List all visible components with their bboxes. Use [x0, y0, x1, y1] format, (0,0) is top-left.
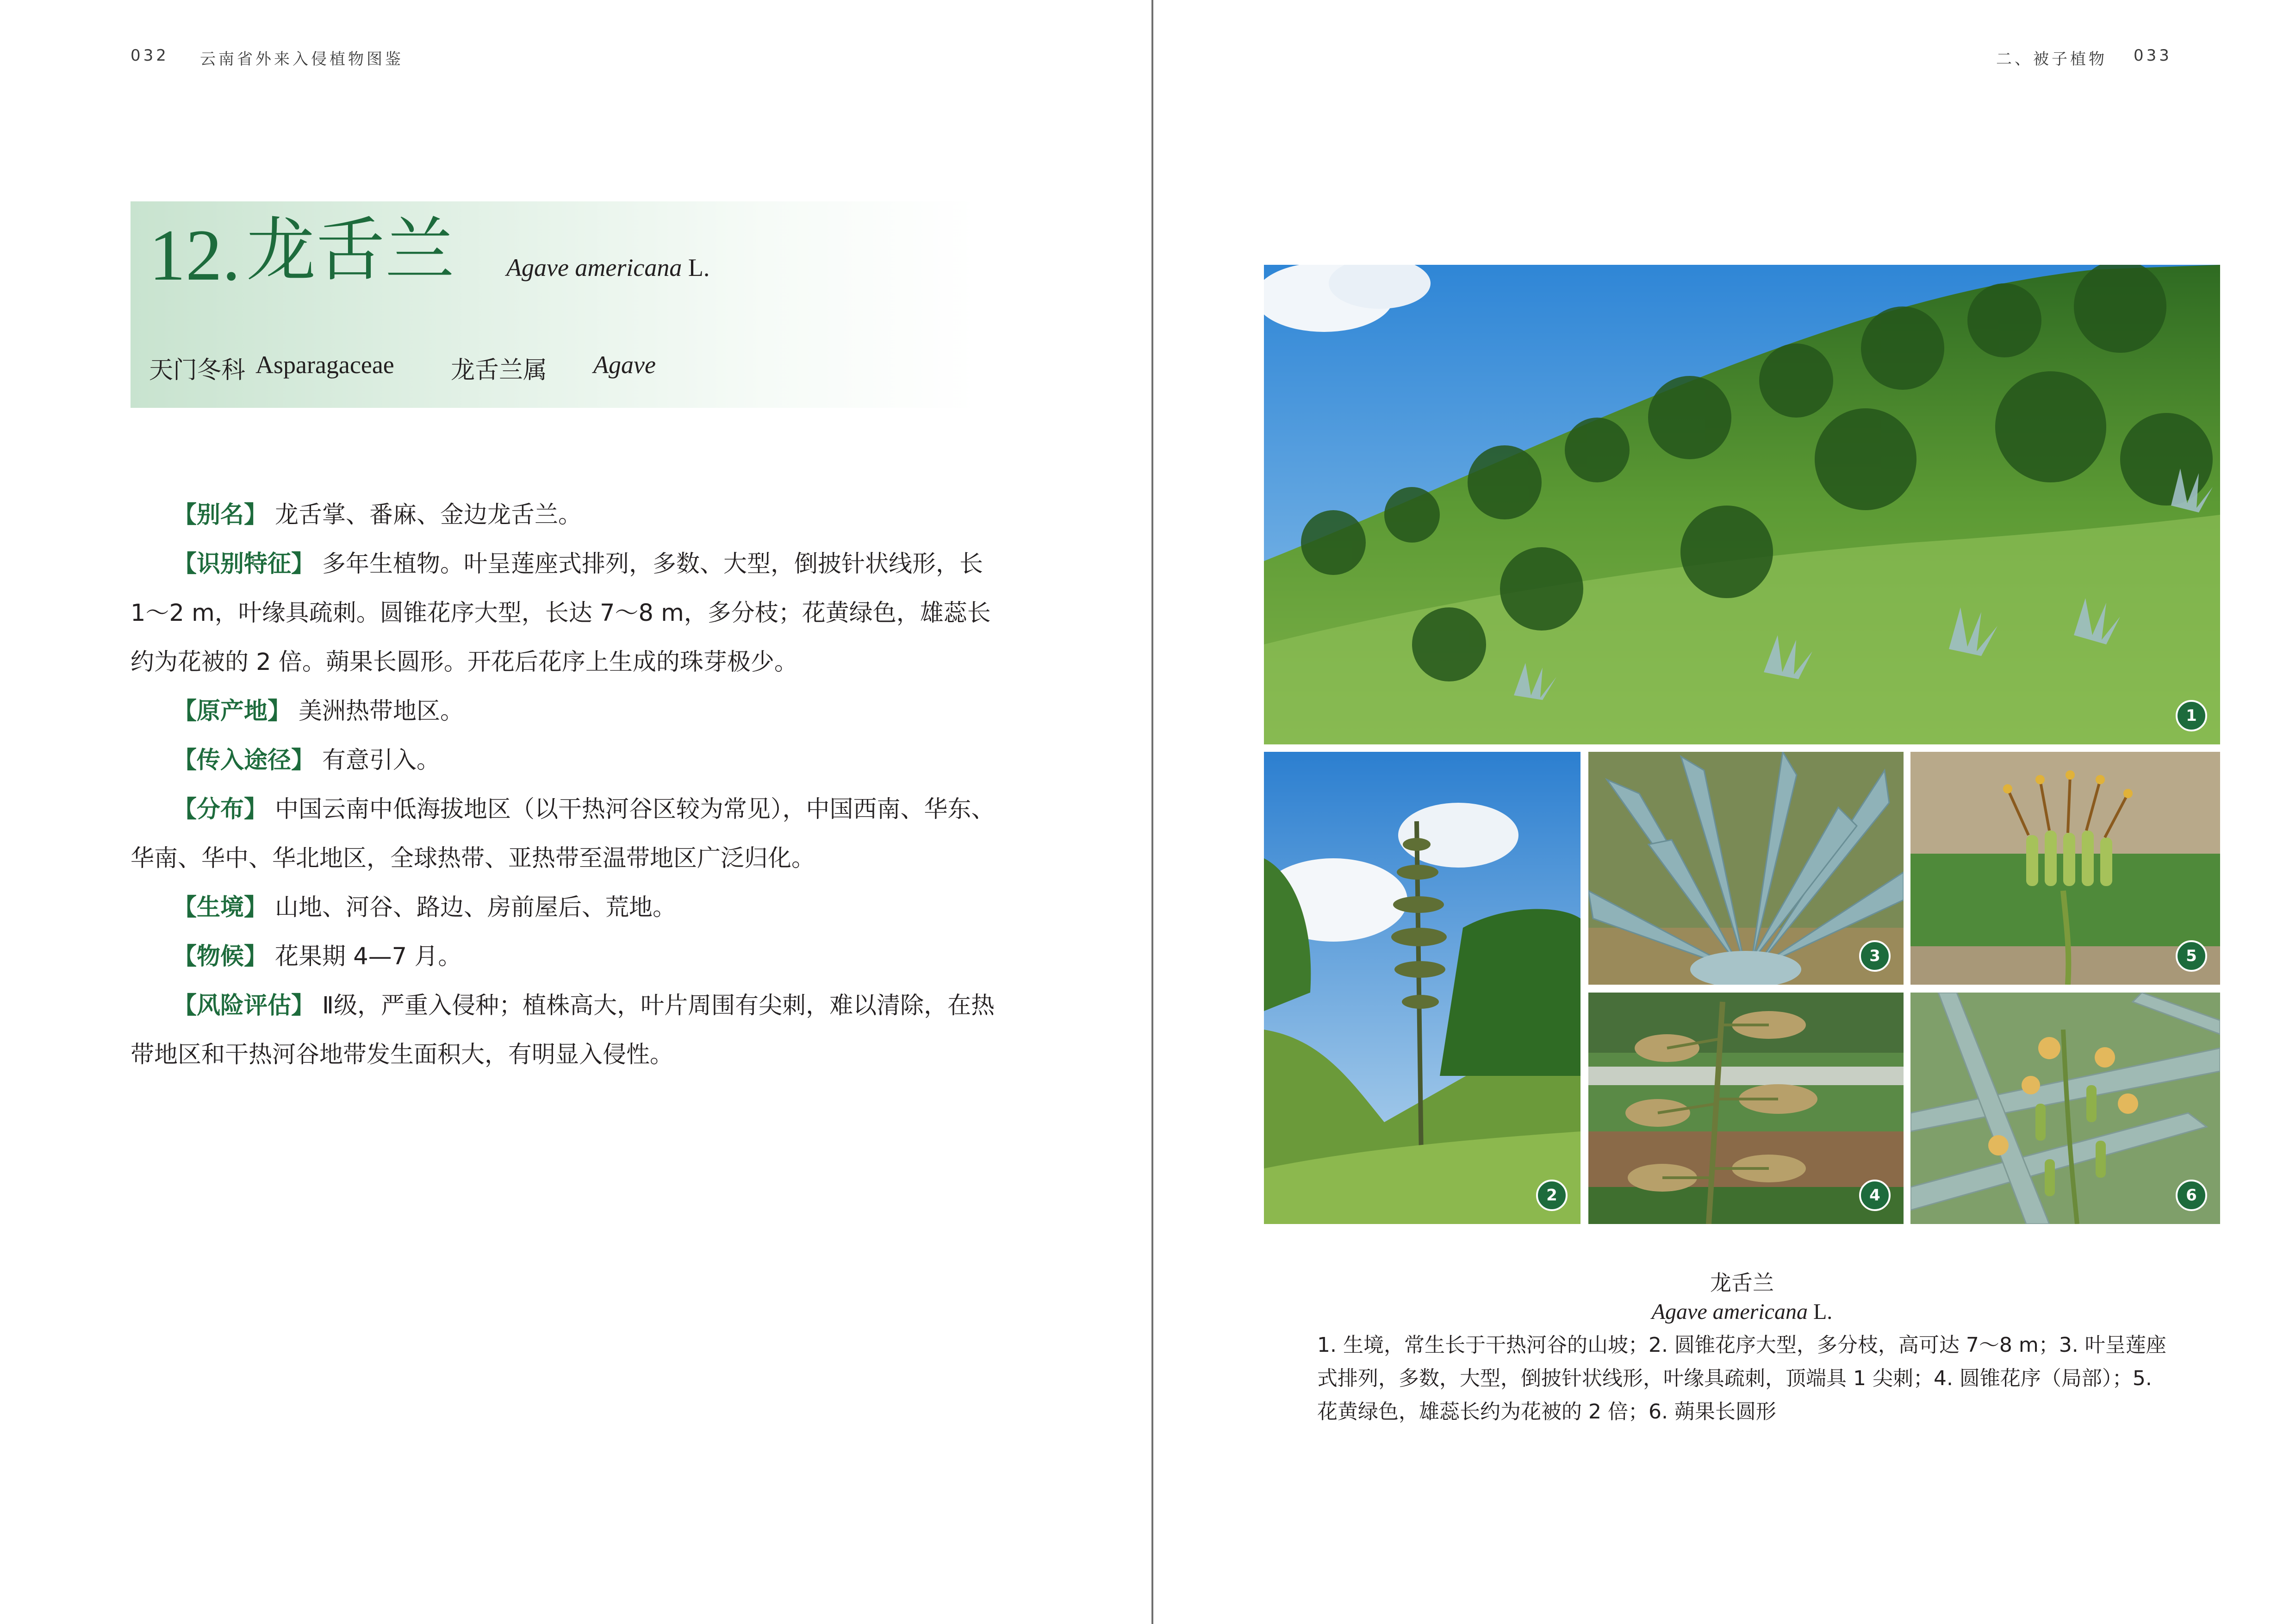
section-text: 中国云南中低海拔地区（以干热河谷区较为常见），中国西南、华东、华南、华中、华北地区，全球热带、亚热带至温带地区广泛归化。	[131, 796, 995, 872]
section-risk-assessment	[131, 981, 996, 1080]
section-label: 【生境】	[173, 894, 268, 921]
photo-flowers	[1910, 752, 2220, 985]
running-head-book-title: 云南省外来入侵植物图鉴	[200, 50, 404, 69]
section-text: Ⅱ级，严重入侵种；植株高大，叶片周围有尖刺，难以清除，在热带地区和干热河谷地带发生面积大，有明显入侵性。	[131, 992, 995, 1068]
caption-author: L.	[1813, 1299, 1833, 1324]
section-text: 美洲热带地区。	[299, 698, 464, 725]
photo-habitat	[1264, 265, 2220, 744]
species-number: 12.	[149, 215, 241, 296]
right-page	[1155, 0, 2296, 1624]
page-number: 032	[131, 46, 169, 65]
flowers-closeup-image	[1910, 752, 2220, 985]
section-text: 多年生植物。叶呈莲座式排列，多数、大型，倒披针状线形，长 1～2 m，叶缘具疏刺。圆锥花序大型，长达 7～8 m，多分枝；花黄绿色，雄蕊长约为花被的 2 倍。蒴果长圆形。开花后花序上生成的珠芽极少。	[131, 550, 991, 676]
photo-label-badge: 4	[1859, 1180, 1891, 1211]
caption-latin	[1264, 1299, 2220, 1324]
photo-label-badge: 5	[2176, 940, 2207, 972]
section-label: 【别名】	[173, 501, 268, 529]
photo-leaf-rosette	[1588, 752, 1904, 985]
photo-inflorescence-tall	[1264, 752, 1580, 1224]
capsules-image	[1910, 993, 2220, 1224]
species-description	[131, 491, 996, 1080]
tall-inflorescence-image	[1264, 752, 1580, 1224]
section-text: 有意引入。	[322, 747, 441, 774]
species-name-cn: 龙舌兰	[246, 210, 455, 291]
species-latin-name	[506, 253, 709, 282]
photo-label-badge: 1	[2176, 700, 2207, 731]
family-name-latin: Asparagaceae	[255, 351, 394, 379]
section-label: 【风险评估】	[173, 992, 315, 1019]
hillside-habitat-image	[1264, 265, 2220, 744]
species-author: L.	[688, 254, 710, 281]
section-origin	[131, 687, 996, 736]
caption-latin-binomial: Agave americana	[1651, 1299, 1808, 1324]
section-habitat	[131, 883, 996, 932]
section-identification	[131, 540, 996, 687]
section-text: 龙舌掌、番麻、金边龙舌兰。	[275, 501, 582, 529]
section-alias	[131, 491, 996, 540]
section-label: 【传入途径】	[173, 747, 315, 774]
section-label: 【物候】	[173, 943, 268, 970]
caption-title: 龙舌兰	[1710, 1270, 1774, 1295]
section-phenology	[131, 932, 996, 981]
genus-name-cn: 龙舌兰属	[451, 356, 548, 384]
section-label: 【识别特征】	[173, 550, 315, 578]
photo-label-badge: 2	[1536, 1180, 1568, 1211]
leaf-rosette-image	[1588, 752, 1904, 985]
genus-name-latin: Agave	[593, 351, 656, 379]
section-text: 花果期 4—7 月。	[275, 943, 462, 970]
section-label: 【原产地】	[173, 698, 292, 725]
page-number: 033	[2134, 46, 2172, 65]
photo-panicle-partial	[1588, 993, 1904, 1224]
section-text: 山地、河谷、路边、房前屋后、荒地。	[275, 894, 677, 921]
section-distribution	[131, 785, 996, 883]
section-label: 【分布】	[173, 796, 268, 823]
photo-label-badge: 3	[1859, 940, 1891, 972]
caption-description: 1. 生境，常生长于干热河谷的山坡；2. 圆锥花序大型，多分枝，高可达 7～8 m；3. 叶呈莲座式排列，多数，大型，倒披针状线形，叶缘具疏刺，顶端具 1 尖刺；4. 圆锥花序（局部）；5. 花黄绿色，雄蕊长约为花被的 2 倍；6. 蒴果长圆形	[1317, 1333, 2166, 1424]
species-title-band	[131, 201, 977, 408]
family-name-cn: 天门冬科	[149, 356, 246, 384]
photo-capsules	[1910, 993, 2220, 1224]
running-head-section: 二、被子植物	[1996, 50, 2107, 69]
species-latin-binomial: Agave americana	[506, 254, 682, 281]
panicle-partial-image	[1588, 993, 1904, 1224]
section-introduction-pathway	[131, 736, 996, 785]
photo-label-badge: 6	[2176, 1180, 2207, 1211]
